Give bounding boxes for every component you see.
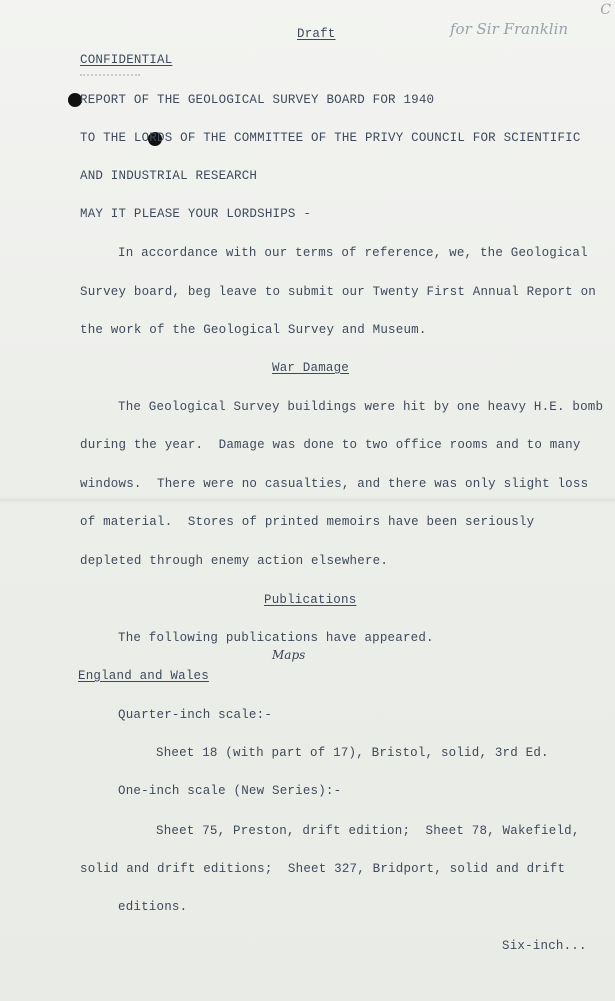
confidential-label: CONFIDENTIAL bbox=[80, 53, 173, 67]
region-heading: England and Wales bbox=[78, 669, 209, 683]
dotted-mark bbox=[80, 74, 140, 78]
publications-heading: Publications bbox=[264, 593, 357, 607]
paper-fold bbox=[0, 497, 615, 503]
catchword: Six-inch... bbox=[502, 939, 587, 953]
one-inch-label: One-inch scale (New Series):- bbox=[118, 784, 342, 798]
war-damage-line-4: of material. Stores of printed memoirs have been seriously bbox=[80, 515, 535, 529]
addressee-line-2: AND INDUSTRIAL RESEARCH bbox=[80, 169, 258, 183]
corner-mark: C bbox=[600, 2, 611, 18]
intro-line-2: Survey board, beg leave to submit our Twenty First Annual Report on bbox=[80, 285, 596, 299]
handwritten-note: for Sir Franklin bbox=[450, 20, 569, 38]
one-inch-line-1: Sheet 75, Preston, drift edition; Sheet 78, Wakefield, bbox=[156, 824, 580, 838]
one-inch-line-2: solid and drift editions; Sheet 327, Bridport, solid and drift bbox=[80, 862, 566, 876]
draft-label: Draft bbox=[297, 27, 336, 41]
publications-intro: The following publications have appeared. bbox=[118, 631, 434, 645]
intro-line-3: the work of the Geological Survey and Museum. bbox=[80, 323, 427, 337]
handwritten-maps-note: Maps bbox=[272, 648, 306, 662]
one-inch-line-3: editions. bbox=[118, 900, 188, 914]
quarter-inch-label: Quarter-inch scale:- bbox=[118, 708, 273, 722]
intro-line-1: In accordance with our terms of reference, we, the Geological bbox=[118, 246, 588, 260]
war-damage-line-2: during the year. Damage was done to two office rooms and to many bbox=[80, 438, 581, 452]
war-damage-line-3: windows. There were no casualties, and there was only slight loss bbox=[80, 477, 589, 491]
addressee-line-1: TO THE LORDS OF THE COMMITTEE OF THE PRIVY COUNCIL FOR SCIENTIFIC bbox=[80, 131, 581, 145]
report-title: REPORT OF THE GEOLOGICAL SURVEY BOARD FOR 1940 bbox=[80, 93, 435, 107]
war-damage-heading: War Damage bbox=[272, 361, 350, 375]
quarter-inch-item: Sheet 18 (with part of 17), Bristol, solid, 3rd Ed. bbox=[156, 746, 549, 760]
war-damage-line-1: The Geological Survey buildings were hit by one heavy H.E. bomb bbox=[118, 400, 604, 414]
war-damage-line-5: depleted through enemy action elsewhere. bbox=[80, 554, 389, 568]
salutation: MAY IT PLEASE YOUR LORDSHIPS - bbox=[80, 207, 312, 221]
